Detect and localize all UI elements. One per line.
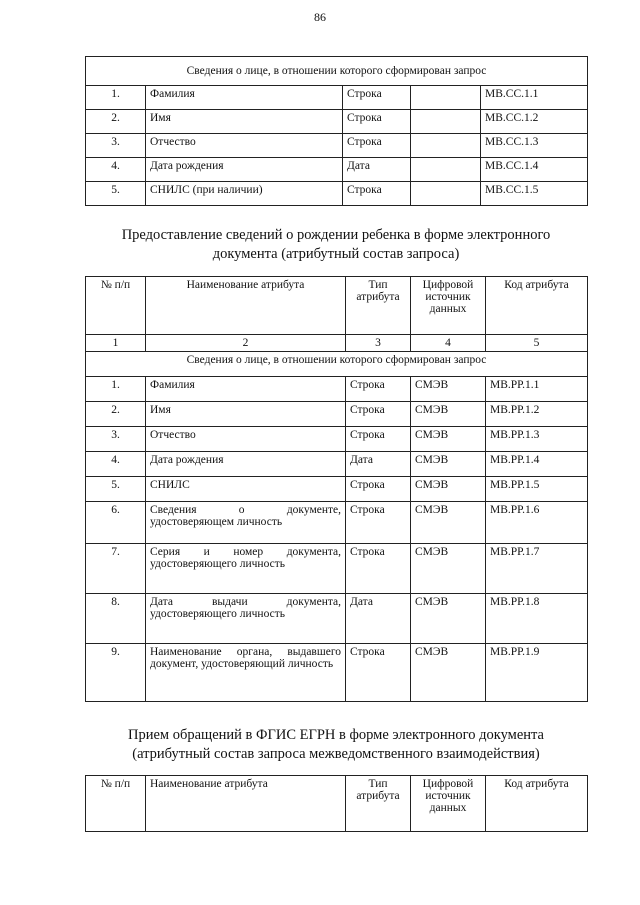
table-cell: Имя [146, 110, 343, 134]
table-cell: СНИЛС [146, 477, 346, 502]
table-cell: МВ.РР.1.6 [486, 502, 588, 544]
table-cell: Дата рождения [146, 158, 343, 182]
table-cell: СМЭВ [411, 477, 486, 502]
table-row [86, 182, 588, 206]
table-cell: Тип атрибута [346, 277, 411, 335]
table-cell: Наименование органа, выдавшего документ, удостоверяющий личность [146, 644, 346, 702]
table-cell: СМЭВ [411, 452, 486, 477]
table-row [86, 477, 588, 502]
table-cell: Строка [346, 502, 411, 544]
table-cell: Наименование атрибута [146, 277, 346, 335]
table-cell: 4. [86, 158, 146, 182]
table-cell: 1. [86, 377, 146, 402]
table-cell: Наименование атрибута [146, 776, 346, 832]
table-cell: МВ.РР.1.5 [486, 477, 588, 502]
table-cell: Код атрибута [486, 277, 588, 335]
table-cell [411, 86, 481, 110]
table-row [86, 644, 588, 702]
table-cell: 2. [86, 110, 146, 134]
table-cell: 4. [86, 452, 146, 477]
table-cell: № п/п [86, 776, 146, 832]
table-cell: Имя [146, 402, 346, 427]
table-cell: Строка [343, 182, 411, 206]
table-row [86, 134, 588, 158]
table-cell: Дата выдачи документа, удостоверяющего личность [146, 594, 346, 644]
table-cell: СМЭВ [411, 644, 486, 702]
table-header-row [86, 277, 588, 335]
table-header-row [86, 776, 588, 832]
table-cell: Серия и номер документа, удостоверяющего личность [146, 544, 346, 594]
table-cell: СМЭВ [411, 427, 486, 452]
table-cell: МВ.РР.1.1 [486, 377, 588, 402]
section-heading-3: Прием обращений в ФГИС ЕГРН в форме электронного документа (атрибутный состав запроса межведомственного взаимодействия) [128, 727, 544, 762]
table-cell: Цифровой источник данных [411, 776, 486, 832]
table-cell: 3 [346, 335, 411, 352]
table-row [86, 158, 588, 182]
column-number-row [86, 335, 588, 352]
table-cell: Строка [343, 134, 411, 158]
table-cell: 2 [146, 335, 346, 352]
table-cell: 2. [86, 402, 146, 427]
table-cell: Дата [346, 594, 411, 644]
table-cell: МВ.РР.1.7 [486, 544, 588, 594]
table-cell: СМЭВ [411, 502, 486, 544]
table-cell [411, 110, 481, 134]
table-cell: СМЭВ [411, 402, 486, 427]
table-row [86, 452, 588, 477]
table-cell: 3. [86, 427, 146, 452]
table-cell [411, 134, 481, 158]
table-cell: МВ.РР.1.8 [486, 594, 588, 644]
table-cell: СМЭВ [411, 594, 486, 644]
table-cell [411, 182, 481, 206]
table-row [86, 402, 588, 427]
section-header: Сведения о лице, в отношении которого сформирован запрос [86, 57, 588, 86]
table-cell: Фамилия [146, 86, 343, 110]
table-cell: Дата [346, 452, 411, 477]
table-row [86, 544, 588, 594]
table-cell: Дата рождения [146, 452, 346, 477]
table-cell: 5 [486, 335, 588, 352]
table-cell: Строка [346, 402, 411, 427]
table-cell: МВ.РР.1.3 [486, 427, 588, 452]
table-cell: 1. [86, 86, 146, 110]
section-header: Сведения о лице, в отношении которого сформирован запрос [86, 352, 588, 377]
table-cell: Строка [346, 377, 411, 402]
table-cell: Строка [346, 644, 411, 702]
table-cell: Тип атрибута [346, 776, 411, 832]
table-cell: СМЭВ [411, 377, 486, 402]
attributes-table-1 [85, 56, 588, 206]
table-cell: 5. [86, 477, 146, 502]
table-cell: Фамилия [146, 377, 346, 402]
table-cell: 8. [86, 594, 146, 644]
table-cell: Строка [343, 110, 411, 134]
table-cell: СНИЛС (при наличии) [146, 182, 343, 206]
table-cell: Отчество [146, 134, 343, 158]
table-row [86, 502, 588, 544]
table-cell: Дата [343, 158, 411, 182]
table-cell: Строка [343, 86, 411, 110]
table-cell: МВ.СС.1.3 [481, 134, 588, 158]
table-cell: Строка [346, 477, 411, 502]
table-cell: Сведения о документе, удостоверяющем личность [146, 502, 346, 544]
attributes-table-3 [85, 775, 588, 832]
section-heading-2: Предоставление сведений о рождении ребенка в форме электронного документа (атрибутный состав запроса) [121, 227, 551, 262]
table-row [86, 594, 588, 644]
table-cell: МВ.СС.1.5 [481, 182, 588, 206]
table-cell: № п/п [86, 277, 146, 335]
table-cell: МВ.СС.1.4 [481, 158, 588, 182]
table-cell: 1 [86, 335, 146, 352]
table-cell: 5. [86, 182, 146, 206]
table-cell [411, 158, 481, 182]
table-cell: МВ.РР.1.4 [486, 452, 588, 477]
table-cell: Строка [346, 544, 411, 594]
table-cell: 6. [86, 502, 146, 544]
table-cell: МВ.РР.1.9 [486, 644, 588, 702]
table-cell: 7. [86, 544, 146, 594]
attributes-table-2 [85, 276, 588, 702]
table-row [86, 110, 588, 134]
table-cell: Код атрибута [486, 776, 588, 832]
table-cell: Цифровой источник данных [411, 277, 486, 335]
table-cell: 3. [86, 134, 146, 158]
table-cell: 9. [86, 644, 146, 702]
table-row [86, 377, 588, 402]
page-number: 86 [314, 10, 326, 24]
table-cell: МВ.СС.1.1 [481, 86, 588, 110]
table-cell: 4 [411, 335, 486, 352]
table-cell: МВ.СС.1.2 [481, 110, 588, 134]
table-row [86, 86, 588, 110]
table-cell: Строка [346, 427, 411, 452]
table-cell: СМЭВ [411, 544, 486, 594]
table-cell: МВ.РР.1.2 [486, 402, 588, 427]
table-row [86, 427, 588, 452]
table-cell: Отчество [146, 427, 346, 452]
